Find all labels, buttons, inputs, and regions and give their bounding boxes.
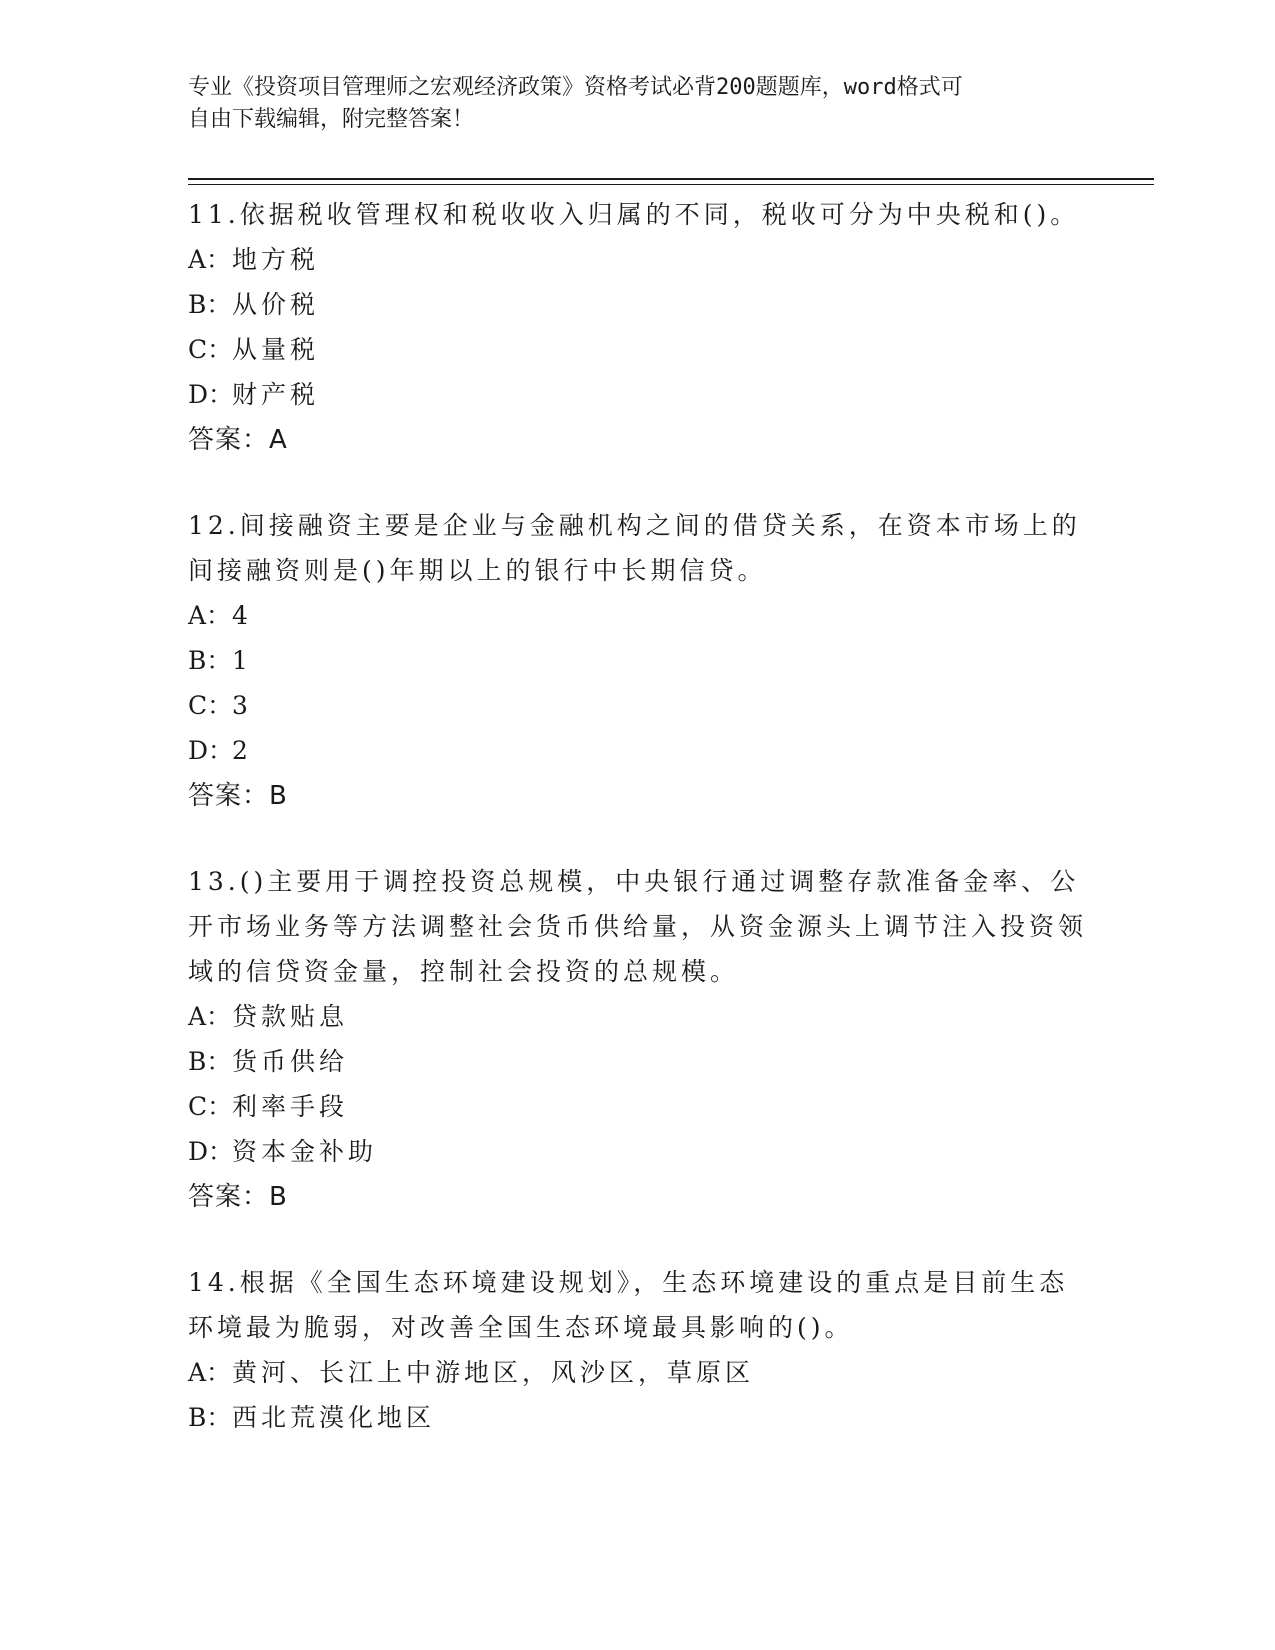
question-13: [188, 857, 1088, 1220]
option-a: [188, 1350, 1088, 1395]
option-letter: A：: [188, 1358, 232, 1387]
option-letter: C：: [188, 691, 233, 720]
option-text: 货币供给: [232, 1047, 349, 1076]
option-text: 3: [232, 691, 252, 720]
option-text: 4: [232, 601, 252, 630]
question-list: [188, 190, 1088, 1478]
header-divider-thick: [188, 178, 1154, 180]
answer-line: 答案：A: [188, 425, 288, 455]
option-d: [188, 728, 1088, 773]
question-12: [188, 501, 1088, 819]
option-c: [188, 1084, 1088, 1129]
option-d: [188, 1129, 1088, 1174]
option-text: 财产税: [232, 380, 320, 409]
option-text: 从价税: [232, 290, 320, 319]
question-stem: 12.间接融资主要是企业与金融机构之间的借贷关系，在资本市场上的间接融资则是()年期以上的银行中长期信贷。: [188, 511, 1081, 585]
option-letter: D：: [188, 380, 234, 409]
option-b: [188, 1039, 1088, 1084]
option-d: [188, 372, 1088, 417]
option-text: 资本金补助: [232, 1137, 378, 1166]
option-a: [188, 237, 1088, 282]
answer-line: 答案：B: [188, 1182, 288, 1212]
question-14: [188, 1258, 1088, 1440]
option-text: 2: [232, 736, 252, 765]
option-b: [188, 1395, 1088, 1440]
option-a: [188, 994, 1088, 1039]
option-letter: A：: [188, 601, 232, 630]
option-a: [188, 593, 1088, 638]
question-11: [188, 190, 1088, 463]
option-letter: C：: [188, 335, 233, 364]
header-line-2: 自由下载编辑，附完整答案！: [188, 107, 475, 132]
option-b: [188, 282, 1088, 327]
option-letter: B：: [188, 290, 232, 319]
option-text: 贷款贴息: [232, 1002, 349, 1031]
question-stem: 14.根据《全国生态环境建设规划》，生态环境建设的重点是目前生态环境最为脆弱，对改善全国生态环境最具影响的()。: [188, 1268, 1069, 1342]
option-letter: C：: [188, 1092, 233, 1121]
question-stem: 13.()主要用于调控投资总规模，中央银行通过调整存款准备金率、公开市场业务等方法调整社会货币供给量，从资金源头上调节注入投资领域的信贷资金量，控制社会投资的总规模。: [188, 867, 1088, 986]
option-letter: D：: [188, 1137, 234, 1166]
option-letter: B：: [188, 1403, 232, 1432]
option-c: [188, 683, 1088, 728]
option-text: 利率手段: [232, 1092, 349, 1121]
option-letter: B：: [188, 646, 232, 675]
header-line-1: 专业《投资项目管理师之宏观经济政策》资格考试必背200题题库，word格式可: [188, 75, 963, 100]
question-stem: 11.依据税收管理权和税收收入归属的不同，税收可分为中央税和()。: [188, 200, 1080, 229]
answer-line: 答案：B: [188, 781, 288, 811]
option-letter: D：: [188, 736, 234, 765]
option-text: 西北荒漠化地区: [232, 1403, 436, 1432]
header-divider-thin: [188, 184, 1154, 185]
option-letter: A：: [188, 245, 232, 274]
option-text: 从量税: [232, 335, 320, 364]
option-letter: B：: [188, 1047, 232, 1076]
option-c: [188, 327, 1088, 372]
option-b: [188, 638, 1088, 683]
option-letter: A：: [188, 1002, 232, 1031]
option-text: 1: [232, 646, 252, 675]
document-header: [188, 72, 1068, 136]
option-text: 黄河、长江上中游地区，风沙区，草原区: [232, 1358, 755, 1387]
option-text: 地方税: [232, 245, 320, 274]
